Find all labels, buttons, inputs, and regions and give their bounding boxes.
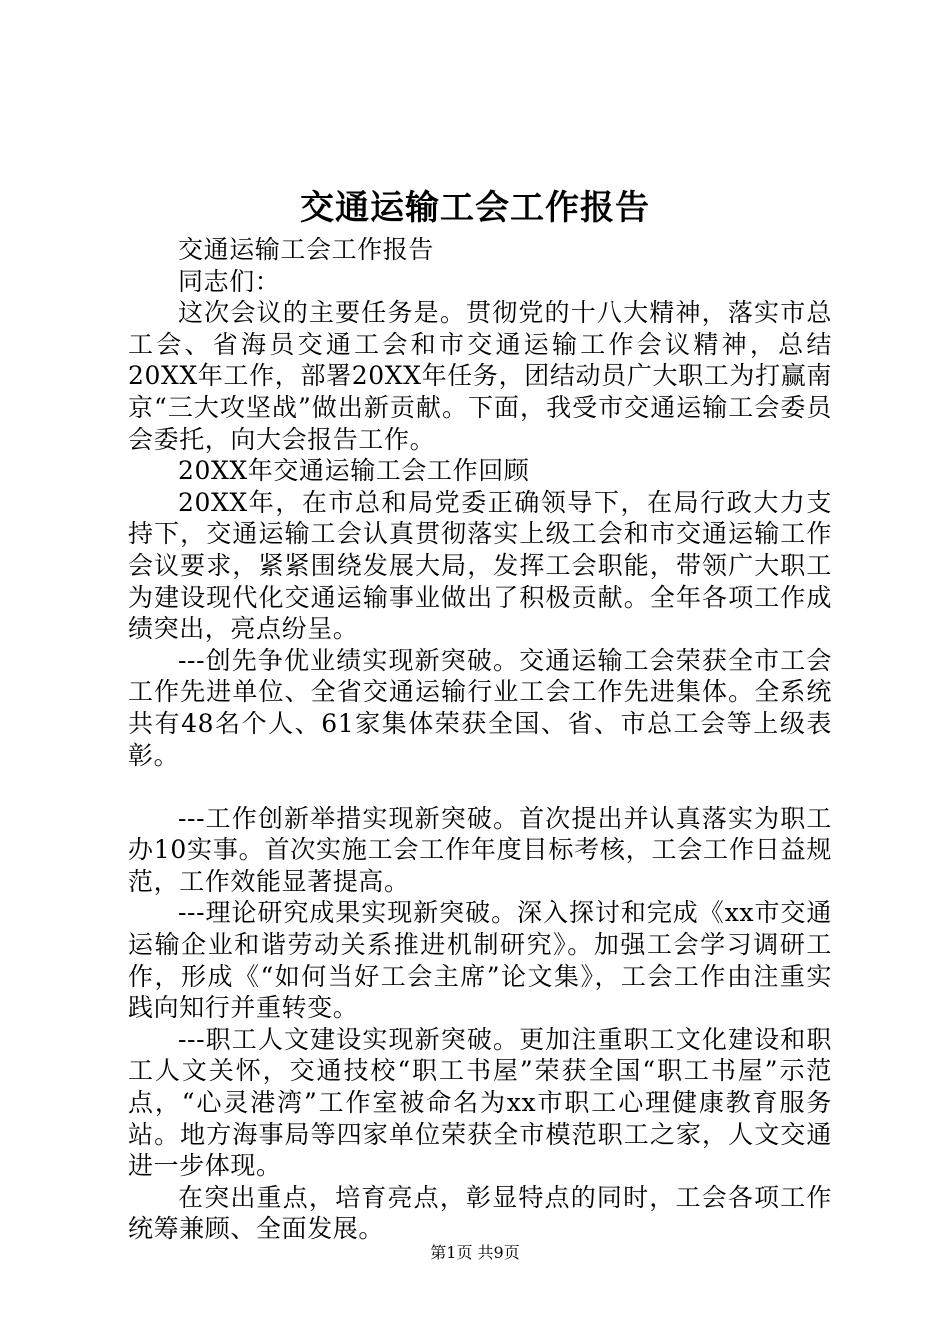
paragraph-section-heading: 20XX年交通运输工会工作回顾 [178, 456, 530, 486]
page-footer: 第1页 共9页 [430, 1243, 520, 1262]
paragraph-intro: 这次会议的主要任务是。贯彻党的十八大精神，落实市总工会、省海员交通工会和市交通运输工作会议精神，总结20XX年工作，部署20XX年任务，团结动员广大职工为打赢南京“三大攻坚战”做出新贡献。下面，我受市交通运输工会委员会委托，向大会报告工作。 [128, 298, 832, 454]
document-body [128, 234, 832, 1245]
paragraph-achievement-4: ---职工人文建设实现新突破。更加注重职工文化建设和职工人文关怀，交通技校“职工书屋”荣获全国“职工书屋”示范点，“心灵港湾”工作室被命名为xx市职工心理健康教育服务站。地方海事局等四家单位荣获全市模范职工之家，人文交通进一步体现。 [128, 1024, 832, 1181]
paragraph-achievement-1: ---创先争优业绩实现新突破。交通运输工会荣获全市工会工作先进单位、全省交通运输行业工会工作先进集体。全系统共有48名个人、61家集体荣获全国、省、市总工会等上级表彰。 [128, 645, 832, 770]
paragraph-gap [128, 771, 832, 803]
paragraph-achievement-3: ---理论研究成果实现新突破。深入探讨和完成《xx市交通运输企业和谐劳动关系推进机制研究》。加强工会学习调研工作，形成《“如何当好工会主席”论文集》，工会工作由注重实践向知行并重转变。 [128, 898, 832, 1023]
paragraph-achievement-2: ---工作创新举措实现新突破。首次提出并认真落实为职工办10实事。首次实施工会工作年度目标考核，工会工作日益规范，工作效能显著提高。 [128, 803, 832, 896]
paragraph-summary: 在突出重点，培育亮点，彰显特点的同时，工会各项工作统筹兼顾、全面发展。 [128, 1182, 832, 1244]
document-title: 交通运输工会工作报告 [300, 188, 650, 228]
paragraph-review: 20XX年，在市总和局党委正确领导下，在局行政大力支持下，交通运输工会认真贯彻落实上级工会和市交通运输工作会议要求，紧紧围绕发展大局，发挥工会职能，带领广大职工为建设现代化交通运输事业做出了积极贡献。全年各项工作成绩突出，亮点纷呈。 [128, 487, 832, 644]
paragraph-salutation: 同志们： [178, 266, 281, 296]
paragraph-subtitle: 交通运输工会工作报告 [178, 235, 435, 264]
